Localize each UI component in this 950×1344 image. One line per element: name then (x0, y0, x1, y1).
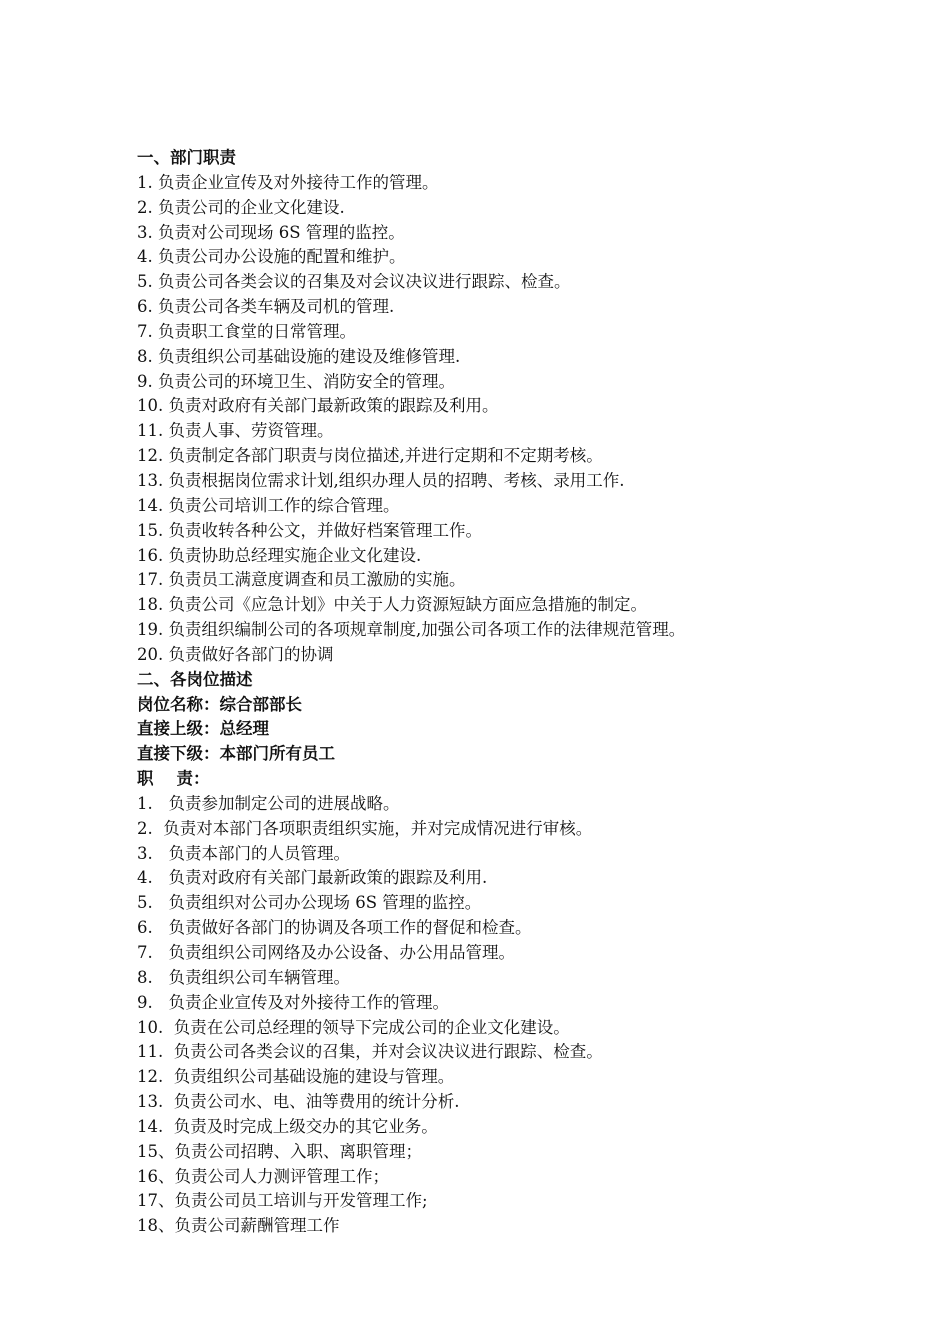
list-item: 15、负责公司招聘、入职、离职管理； (137, 1141, 422, 1161)
list-item: 18. 负责公司《应急计划》中关于人力资源短缺方面应急措施的制定。 (137, 595, 647, 615)
list-item: 3. 负责本部门的人员管理。 (137, 843, 350, 863)
list-item: 10. 负责在公司总经理的领导下完成公司的企业文化建设。 (137, 1017, 570, 1037)
department-duties-list (137, 171, 837, 668)
list-item: 7. 负责组织公司网络及办公设备、办公用品管理。 (137, 943, 515, 962)
list-item: 15. 负责收转各种公文，并做好档案管理工作。 (137, 520, 482, 540)
direct-subordinate: 直接下级：本部门所有员工 (137, 744, 335, 764)
position-name: 岗位名称：综合部部长 (137, 694, 302, 714)
list-item: 1. 负责参加制定公司的进展战略。 (137, 793, 400, 813)
list-item: 4. 负责公司办公设施的配置和维护。 (137, 247, 406, 267)
section-heading-position-descriptions: 二、各岗位描述 (137, 669, 253, 689)
list-item: 8. 负责组织公司车辆管理。 (137, 967, 350, 987)
list-item: 9. 负责公司的环境卫生、消防安全的管理。 (137, 371, 455, 391)
list-item: 7. 负责职工食堂的日常管理。 (137, 321, 356, 341)
position-duties-list (137, 792, 837, 1239)
list-item: 17. 负责员工满意度调查和员工激励的实施。 (137, 570, 466, 590)
list-item: 2. 负责公司的企业文化建设. (137, 197, 345, 217)
list-item: 13. 负责公司水、电、油等费用的统计分析. (137, 1092, 460, 1112)
duties-label: 职 责： (137, 769, 210, 789)
list-item: 16. 负责协助总经理实施企业文化建设. (137, 545, 422, 565)
list-item: 20. 负责做好各部门的协调 (137, 644, 334, 664)
list-item: 13. 负责根据岗位需求计划,组织办理人员的招聘、考核、录用工作. (137, 470, 625, 490)
list-item: 18、负责公司薪酬管理工作 (137, 1216, 340, 1236)
list-item: 6. 负责公司各类车辆及司机的管理. (137, 297, 395, 317)
list-item: 19. 负责组织编制公司的各项规章制度,加强公司各项工作的法律规范管理。 (137, 620, 686, 640)
list-item: 5. 负责公司各类会议的召集及对会议决议进行跟踪、检查。 (137, 272, 571, 292)
document-page (137, 146, 837, 1239)
list-item: 4. 负责对政府有关部门最新政策的跟踪及利用. (137, 868, 488, 888)
list-item: 12. 负责组织公司基础设施的建设与管理。 (137, 1067, 455, 1087)
list-item: 9. 负责企业宣传及对外接待工作的管理。 (137, 992, 449, 1012)
list-item: 17、负责公司员工培训与开发管理工作; (137, 1191, 428, 1211)
list-item: 11. 负责人事、劳资管理。 (137, 421, 334, 441)
list-item: 14. 负责及时完成上级交办的其它业务。 (137, 1116, 438, 1136)
list-item: 8. 负责组织公司基础设施的建设及维修管理. (137, 346, 461, 366)
direct-superior: 直接上级：总经理 (137, 719, 269, 739)
list-item: 3. 负责对公司现场 6S 管理的监控。 (137, 222, 405, 242)
list-item: 2. 负责对本部门各项职责组织实施，并对完成情况进行审核。 (137, 818, 593, 838)
list-item: 12. 负责制定各部门职责与岗位描述,并进行定期和不定期考核。 (137, 446, 603, 466)
list-item: 6. 负责做好各部门的协调及各项工作的督促和检查。 (137, 918, 532, 938)
list-item: 16、负责公司人力测评管理工作； (137, 1166, 389, 1186)
list-item: 14. 负责公司培训工作的综合管理。 (137, 495, 400, 515)
list-item: 1. 负责企业宣传及对外接待工作的管理。 (137, 172, 439, 192)
list-item: 10. 负责对政府有关部门最新政策的跟踪及利用。 (137, 396, 499, 416)
list-item: 5. 负责组织对公司办公现场 6S 管理的监控。 (137, 893, 482, 913)
list-item: 11. 负责公司各类会议的召集，并对会议决议进行跟踪、检查。 (137, 1042, 603, 1062)
section-heading-department-duties: 一、部门职责 (137, 148, 236, 167)
